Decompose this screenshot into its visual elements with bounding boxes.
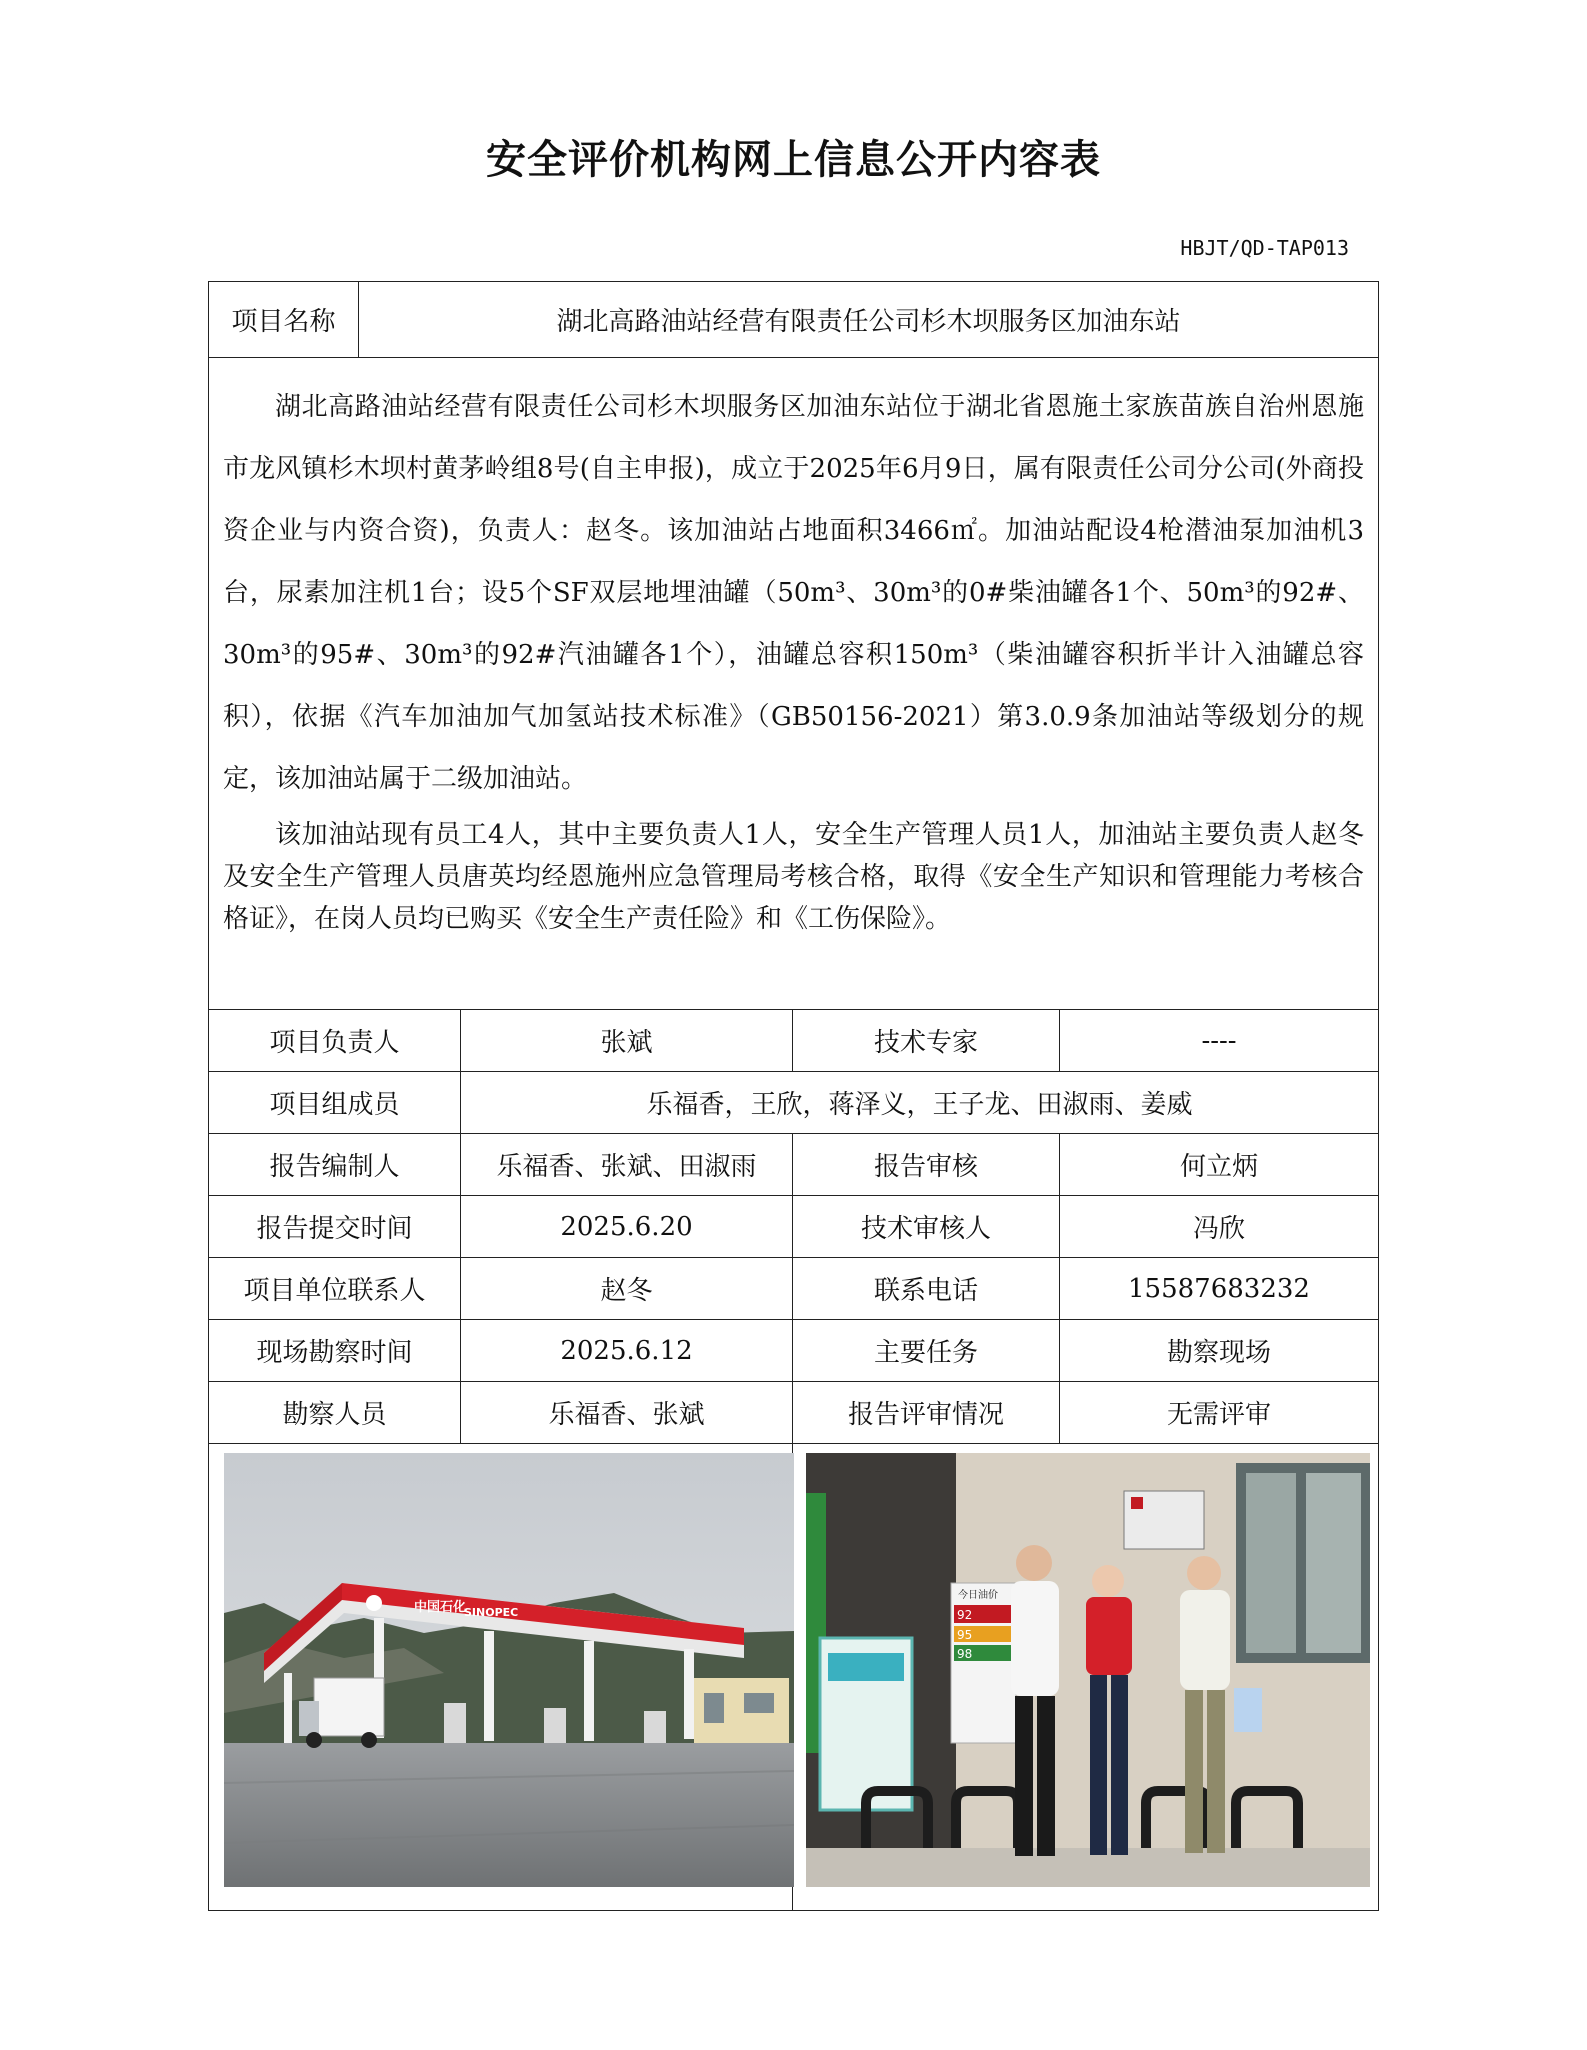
main-task-value: 勘察现场 <box>1060 1320 1379 1382</box>
tech-reviewer-value: 冯欣 <box>1060 1196 1379 1258</box>
leader-value: 张斌 <box>461 1010 793 1072</box>
expert-value: ---- <box>1060 1010 1379 1072</box>
submit-time-label: 报告提交时间 <box>209 1196 461 1258</box>
phone-value: 15587683232 <box>1060 1258 1379 1320</box>
reviewer-label: 报告审核 <box>793 1134 1060 1196</box>
members-label: 项目组成员 <box>209 1072 461 1134</box>
price-board-title: 今日油价 <box>958 1590 998 1601</box>
description-row <box>209 358 1379 1010</box>
surveyors-value: 乐福香、张斌 <box>461 1382 793 1444</box>
surveyors-row <box>209 1382 1379 1444</box>
contact-row <box>209 1258 1379 1320</box>
project-description <box>209 358 1379 1010</box>
gas-station-photo <box>224 1453 794 1887</box>
price-92: 92 <box>957 1608 973 1622</box>
description-paragraph-2: 该加油站现有员工4人，其中主要负责人1人，安全生产管理人员1人，加油站主要负责人赵冬及安全生产管理人员唐英均经恩施州应急管理局考核合格，取得《安全生产知识和管理能力考核合格证》，在岗人员均已购买《安全生产责任险》和《工伤保险》。 <box>223 820 1365 934</box>
project-name-label: 项目名称 <box>209 282 359 358</box>
phone-label: 联系电话 <box>793 1258 1060 1320</box>
survey-time-value: 2025.6.12 <box>461 1320 793 1382</box>
review-status-label: 报告评审情况 <box>793 1382 1060 1444</box>
price-95: 95 <box>957 1628 973 1642</box>
submit-row <box>209 1196 1379 1258</box>
station-brand-en: SINOPEC <box>464 1606 519 1619</box>
description-paragraph-1: 湖北高路油站经营有限责任公司杉木坝服务区加油东站位于湖北省恩施土家族苗族自治州恩施市龙风镇杉木坝村黄茅岭组8号(自主申报)，成立于2025年6月9日，属有限责任公司分公司(外商投资企业与内资合资)，负责人：赵冬。该加油站占地面积3466㎡。加油站配设4枪潜油泵加油机3台，尿素加注机1台；设5个SF双层地埋油罐（50m³、30m³的0#柴油罐各1个、50m³的92#、30m³的95#、30m³的92#汽油罐各1个），油罐总容积150m³（柴油罐容积折半计入油罐总容积），依据《汽车加油加气加氢站技术标准》（GB50156-2021）第3.0.9条加油站等级划分的规定，该加油站属于二级加油站。 <box>223 392 1365 794</box>
survey-time-row <box>209 1320 1379 1382</box>
members-value: 乐福香，王欣，蒋泽义，王子龙、田淑雨、姜威 <box>461 1072 1379 1134</box>
members-row <box>209 1072 1379 1134</box>
surveyors-label: 勘察人员 <box>209 1382 461 1444</box>
compiler-row <box>209 1134 1379 1196</box>
compiler-value: 乐福香、张斌、田淑雨 <box>461 1134 793 1196</box>
survey-time-label: 现场勘察时间 <box>209 1320 461 1382</box>
reviewer-value: 何立炳 <box>1060 1134 1379 1196</box>
compiler-label: 报告编制人 <box>209 1134 461 1196</box>
contact-value: 赵冬 <box>461 1258 793 1320</box>
project-name-value: 湖北高路油站经营有限责任公司杉木坝服务区加油东站 <box>359 282 1379 358</box>
expert-label: 技术专家 <box>793 1010 1060 1072</box>
leader-label: 项目负责人 <box>209 1010 461 1072</box>
document-code: HBJT/QD-TAP013 <box>1180 236 1349 260</box>
submit-time-value: 2025.6.20 <box>461 1196 793 1258</box>
price-98: 98 <box>957 1647 973 1661</box>
project-name-row <box>209 282 1379 358</box>
document-title: 安全评价机构网上信息公开内容表 <box>486 136 1101 183</box>
contact-label: 项目单位联系人 <box>209 1258 461 1320</box>
survey-team-photo <box>806 1453 1370 1887</box>
main-task-label: 主要任务 <box>793 1320 1060 1382</box>
leader-row <box>209 1010 1379 1072</box>
station-brand-cn: 中国石化 <box>414 1600 467 1615</box>
review-status-value: 无需评审 <box>1060 1382 1379 1444</box>
tech-reviewer-label: 技术审核人 <box>793 1196 1060 1258</box>
